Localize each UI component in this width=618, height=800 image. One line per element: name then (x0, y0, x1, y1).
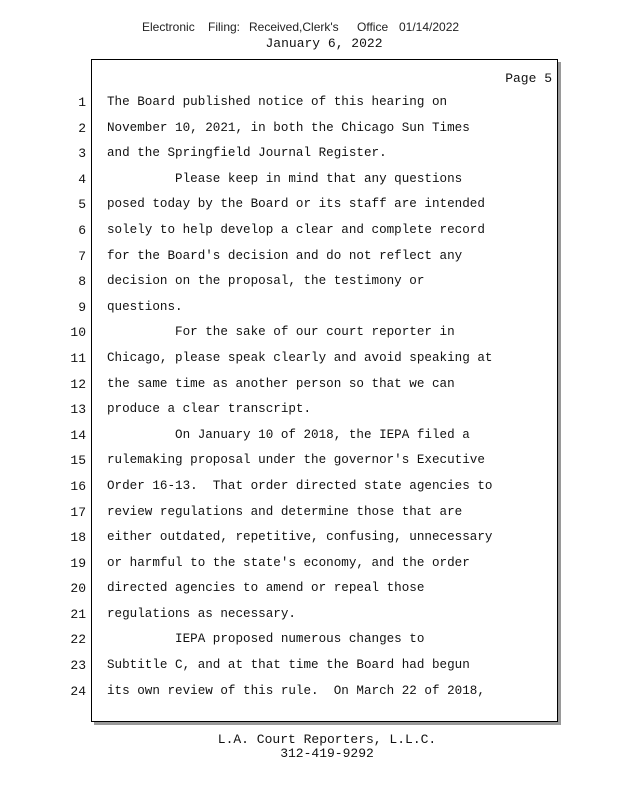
line-number: 13 (70, 402, 86, 418)
line-number: 15 (70, 453, 86, 469)
line-number: 9 (78, 299, 86, 315)
footer-phone: 312-419-9292 (280, 746, 374, 761)
filing-stamp-date: 01/14/2022 (399, 20, 460, 34)
line-number: 20 (70, 581, 86, 597)
transcript-line: for the Board's decision and do not reflect any (107, 248, 463, 263)
transcript-line: decision on the proposal, the testimony or (107, 274, 425, 289)
filing-stamp-filing: Filing: (208, 20, 241, 34)
transcript-line: either outdated, repetitive, confusing, unnecessary (107, 530, 493, 545)
line-number: 8 (78, 274, 86, 290)
transcript-line: Please keep in mind that any questions (107, 171, 463, 186)
transcript-line: the same time as another person so that we can (107, 376, 455, 391)
line-number: 11 (70, 350, 86, 366)
line-number: 22 (70, 632, 86, 648)
transcript-line: directed agencies to amend or repeal those (107, 581, 425, 596)
transcript-line: review regulations and determine those that are (107, 504, 463, 519)
line-number: 4 (78, 171, 86, 187)
filing-stamp-received: Received,Clerk's (249, 20, 339, 34)
transcript-line: produce a clear transcript. (107, 402, 312, 417)
line-number: 24 (70, 683, 86, 699)
transcript-line: rulemaking proposal under the governor's Executive (107, 453, 485, 468)
line-number: 19 (70, 555, 86, 571)
transcript-line: Order 16-13. That order directed state agencies to (107, 478, 493, 493)
line-number: 2 (78, 120, 86, 136)
transcript-line: and the Springfield Journal Register. (107, 146, 387, 161)
filing-stamp-office: Office (357, 20, 389, 34)
line-number: 12 (70, 376, 86, 392)
document-date: January 6, 2022 (265, 36, 383, 51)
line-number: 18 (70, 530, 86, 546)
line-number: 3 (78, 146, 86, 162)
transcript-line: solely to help develop a clear and complete record (107, 222, 485, 237)
footer (0, 733, 618, 761)
transcript-line: On January 10 of 2018, the IEPA filed a (107, 427, 470, 442)
line-number: 16 (70, 478, 86, 494)
transcript-line: its own review of this rule. On March 22 of 2018, (107, 683, 485, 698)
transcript-line: Chicago, please speak clearly and avoid speaking at (107, 350, 493, 365)
transcript-text (107, 94, 552, 708)
line-number: 21 (70, 606, 86, 622)
line-number: 14 (70, 427, 86, 443)
transcript-line: posed today by the Board or its staff are intended (107, 197, 485, 212)
line-number: 17 (70, 504, 86, 520)
line-number: 1 (78, 95, 86, 110)
transcript-line: For the sake of our court reporter in (107, 325, 455, 340)
footer-company: L.A. Court Reporters, L.L.C. (217, 732, 437, 747)
transcript-line: questions. (107, 299, 183, 314)
line-number: 6 (78, 222, 86, 238)
line-number: 5 (78, 197, 86, 213)
filing-stamp-label: Electronic (142, 20, 195, 34)
line-number-column (60, 94, 86, 708)
line-number: 23 (70, 658, 86, 674)
line-number: 10 (70, 325, 86, 341)
line-number: 7 (78, 248, 86, 264)
transcript-line: Subtitle C, and at that time the Board had begun (107, 658, 470, 673)
transcript-line: regulations as necessary. (107, 606, 296, 621)
transcript-line: IEPA proposed numerous changes to (107, 632, 425, 647)
transcript-line: November 10, 2021, in both the Chicago Sun Times (107, 120, 470, 135)
transcript-line: The Board published notice of this hearing on (107, 95, 448, 109)
page-number: Page 5 (505, 71, 552, 86)
transcript-line: or harmful to the state's economy, and the order (107, 555, 470, 570)
